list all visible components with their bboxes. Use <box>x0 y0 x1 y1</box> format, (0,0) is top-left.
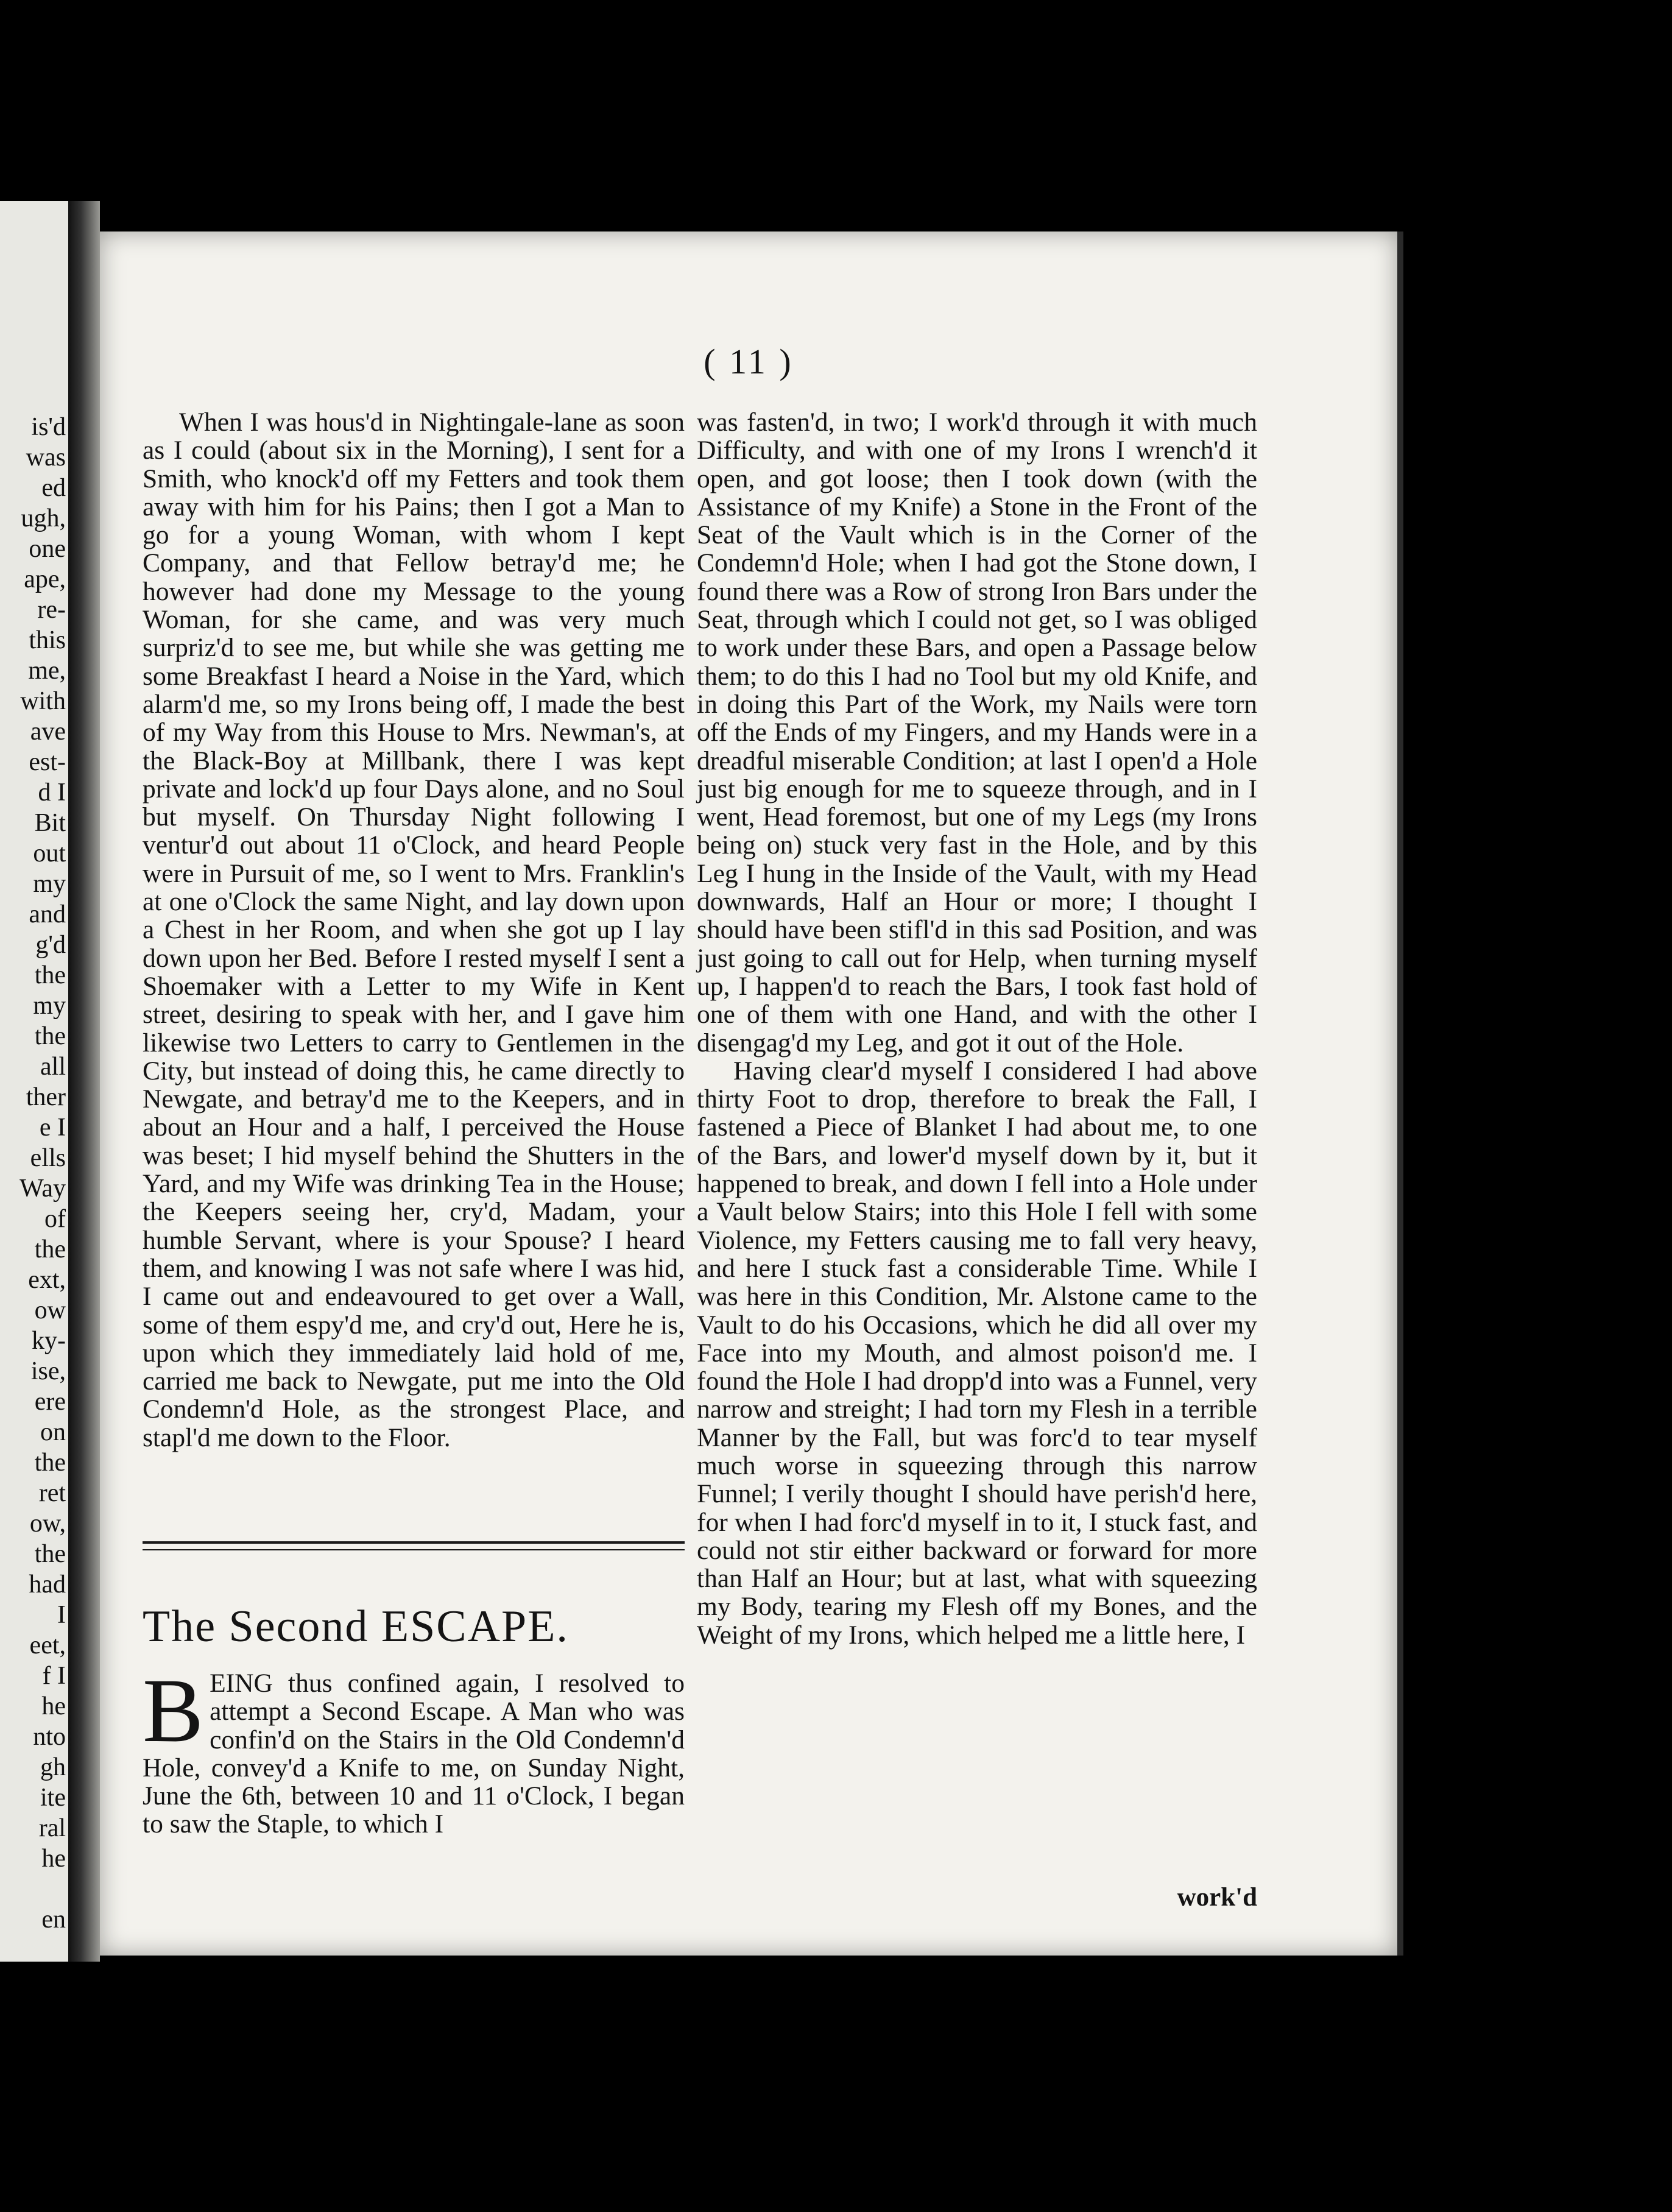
right-paragraph-1: was fasten'd, in two; I work'd through it with much Difficulty, and with one of my Irons I wrench'd it open, and got loose; then I took down (with the Assistance of my Knife) a Stone in the Front of the Seat of the Vault which is in the Corner of the Condemn'd Hole; when I had got the Stone down, I found there was a Row of strong Iron Bars under the Seat, through which I could not get, so I was obliged to work under these Bars, and open a Passage below them; to do this I had no Tool but my old Knife, and in doing this Part of the Work, my Nails were torn off the Ends of my Fingers, and my Hands were in a dreadful miserable Condition; at last I open'd a Hole just big enough for me to squeeze through, and in I went, Head foremost, but one of my Legs (my Irons being on) stuck very fast in the Hole, and by this Leg I hung in the Inside of the Vault, with my Head downwards, Half an Hour or more; I thought I should have been stifl'd in this sad Position, and was just going to call out for Help, when turning myself up, I happen'd to reach the Bars, I took fast hold of one of them with one Hand, and with the other I disengag'd my Leg, and got it out of the Hole. <box>697 408 1257 1058</box>
facing-page-word: my <box>33 870 66 898</box>
drop-cap: B <box>143 1660 204 1761</box>
facing-page-word: gh <box>40 1753 66 1781</box>
second-escape-text: EING thus confined again, I resolved to attempt a Second Escape. A Man who was confin'd on the Stairs in the Old Condemn'd Hole, convey'd a Knife to me, on Sunday Night, June the 6th, between 10 and 11 o'Clock, I began to saw the Staple, to which I <box>143 1669 685 1839</box>
facing-page-word: with <box>20 687 66 715</box>
section-heading: The Second ESCAPE. <box>143 1602 569 1652</box>
facing-page-word: ret <box>38 1479 66 1507</box>
facing-page-word: the <box>34 1540 66 1568</box>
facing-page-word: d I <box>38 779 66 807</box>
facing-page-word: out <box>33 839 66 867</box>
facing-page-word: and <box>29 900 66 928</box>
facing-page-word: of <box>44 1205 66 1233</box>
facing-page-word: ere <box>34 1388 66 1416</box>
facing-page-word: on <box>40 1418 66 1446</box>
book-page <box>100 231 1397 1956</box>
section-rule-thin <box>143 1549 685 1550</box>
page-number: ( 11 ) <box>704 342 794 381</box>
facing-page-word: ugh, <box>21 504 66 532</box>
facing-page-word: Bit <box>34 809 66 837</box>
facing-page-word: all <box>40 1053 66 1081</box>
facing-page-word: is'd <box>31 413 66 441</box>
facing-page-word: had <box>29 1571 66 1599</box>
facing-page-fragment <box>0 201 72 1962</box>
facing-page-word: ise, <box>30 1357 66 1385</box>
section-rule-thick <box>143 1541 685 1544</box>
facing-page-word: ow, <box>29 1510 66 1538</box>
first-escape-paragraph: When I was hous'd in Nightingale-lane as soon as I could (about six in the Morning), I sent for a Smith, who knock'd off my Fetters and took them away with him for his Pains; then I got a Man to go for a young Woman, with whom I kept Company, and that Fellow betray'd me; he however had done my Message to the young Woman, for she came, and was very much surpriz'd to see me, but while she was getting me some Breakfast I heard a Noise in the Yard, which alarm'd me, so my Irons being off, I made the best of my Way from this House to Mrs. Newman's, at the Black-Boy at Millbank, there I was kept private and lock'd up four Days alone, and no Soul but myself. On Thursday Night following I ventur'd out about 11 o'Clock, and heard People were in Pursuit of me, so I went to Mrs. Franklin's at one o'Clock the same Night, and lay down upon a Chest in her Room, and when she got up I lay down upon her Bed. Before I rested myself I sent a Shoemaker with a Letter to my Wife in Kent street, desiring to speak with her, and I gave him likewise two Letters to carry to Gentlemen in the City, but instead of doing this, he came directly to Newgate, and betray'd me to the Keepers, and in about an Hour and a half, I perceived the House was beset; I hid myself behind the Shutters in the Yard, and my Wife was drinking Tea in the House; the Keepers seeing her, cry'd, Madam, your humble Servant, where is your Spouse? I heard them, and knowing I was not safe where I was hid, I came out and endeavoured to get over a Wall, some of them espy'd me, and cry'd out, Here he is, upon which they immediately laid hold of me, carried me back to Newgate, put me into the Old Condemn'd Hole, as the strongest Place, and stapl'd me down to the Floor. <box>143 408 685 1452</box>
facing-page-word: en <box>41 1906 66 1934</box>
facing-page-word: he <box>41 1692 66 1720</box>
facing-page-word: eet, <box>29 1631 66 1659</box>
facing-page-word: my <box>33 992 66 1020</box>
facing-page-word: ral <box>38 1814 66 1842</box>
book-gutter <box>68 201 100 1962</box>
catchword: work'd <box>1177 1883 1257 1912</box>
facing-page-word: me, <box>28 657 66 685</box>
facing-page-word: was <box>26 443 66 472</box>
facing-page-word: est- <box>29 748 66 776</box>
second-escape-paragraph <box>143 1660 685 1839</box>
facing-page-word: the <box>34 961 66 989</box>
facing-page-word: ite <box>40 1784 66 1812</box>
facing-page-word: re- <box>37 596 66 624</box>
page-edge-shadow <box>1397 231 1403 1956</box>
right-column <box>697 408 1257 1649</box>
facing-page-word: I <box>57 1601 66 1629</box>
facing-page-word: ther <box>26 1083 66 1111</box>
facing-page-word: ext, <box>28 1266 66 1294</box>
facing-page-word: the <box>34 1022 66 1050</box>
facing-page-word: g'd <box>35 931 66 959</box>
facing-page-word: ow <box>34 1296 66 1324</box>
facing-page-word: the <box>34 1235 66 1263</box>
facing-page-word: he <box>41 1845 66 1873</box>
facing-page-word: ells <box>30 1144 66 1172</box>
facing-page-word: Way <box>19 1175 66 1203</box>
facing-page-word: f I <box>42 1662 66 1690</box>
left-column <box>143 408 685 1452</box>
facing-page-word: ape, <box>24 565 66 593</box>
facing-page-word: the <box>34 1449 66 1477</box>
facing-page-word: this <box>29 626 66 654</box>
facing-page-word: ed <box>41 474 66 502</box>
facing-page-word: one <box>29 535 66 563</box>
facing-page-word: e I <box>39 1114 66 1142</box>
facing-page-word: ky- <box>32 1327 66 1355</box>
facing-page-word: nto <box>33 1723 66 1751</box>
right-paragraph-2: Having clear'd myself I considered I had above thirty Foot to drop, therefore to break the Fall, I fastened a Piece of Blanket I had about me, to one of the Bars, and lower'd myself down by it, but it happened to break, and down I fell into a Hole under a Vault below Stairs; into this Hole I fell with some Violence, my Fetters causing me to fall very heavy, and here I stuck fast a considerable Time. While I was here in this Condition, Mr. Alstone came to the Vault to do his Occasions, which he did all over my Face into my Mouth, and almost poison'd me. I found the Hole I had dropp'd into was a Funnel, very narrow and streight; I had torn my Flesh in a terrible Manner by the Fall, but was forc'd to tear myself much worse in squeezing through this narrow Funnel; I verily thought I should have perish'd here, for when I had forc'd myself in to it, I stuck fast, and could not stir either backward or forward for more than Half an Hour; but at last, what with squeezing my Body, tearing my Flesh off my Bones, and the Weight of my Irons, which helped me a little here, I <box>697 1056 1257 1650</box>
facing-page-word: ave <box>30 718 66 746</box>
